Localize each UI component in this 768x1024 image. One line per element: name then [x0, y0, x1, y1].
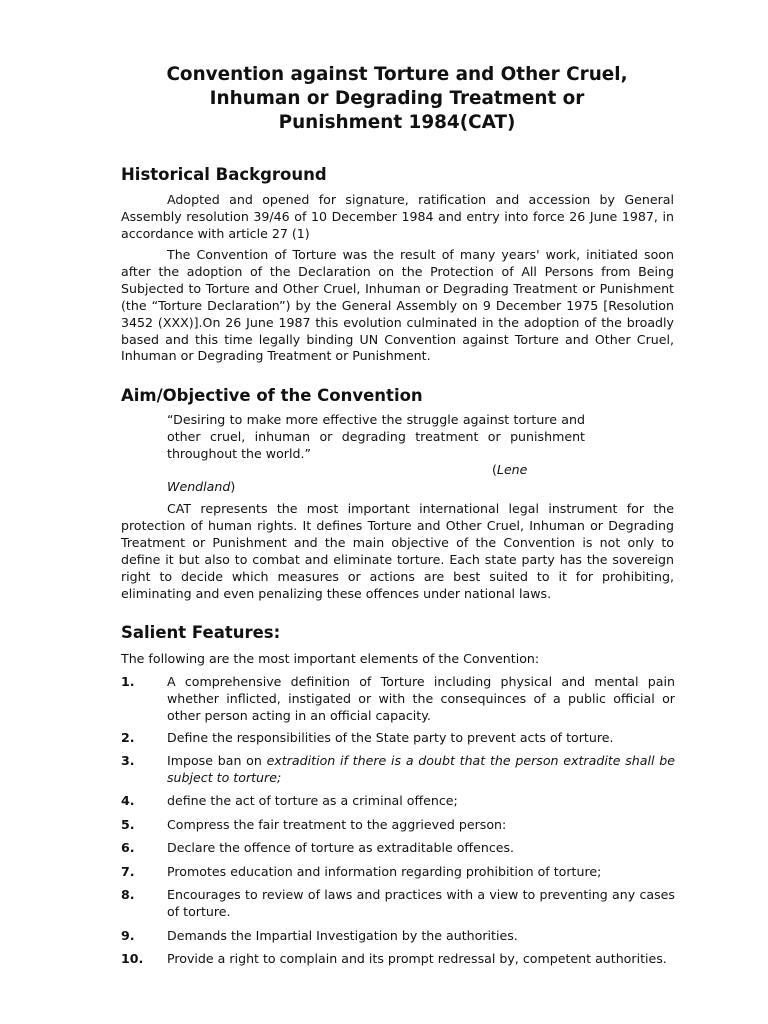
historical-paragraph-1: Adopted and opened for signature, ratification and accession by General Assembly resolution 39/46 of 10 December 1984 and entry into force 26 June 1987, in accordance with article 27 (1): [121, 192, 674, 241]
list-item-number: 4.: [121, 793, 135, 808]
list-item-text: define the act of torture as a criminal offence;: [167, 793, 458, 808]
attribution-name-first: Lene: [496, 462, 528, 477]
title-line: Convention against Torture and Other Cruel,: [166, 64, 628, 85]
list-item-text: Declare the offence of torture as extraditable offences.: [167, 840, 515, 855]
list-item-text-italic: extradition if there is a doubt that the person extradite shall be subject to torture;: [167, 753, 675, 785]
list-item-text: Encourages to review of laws and practices with a view to preventing any cases of torture.: [167, 887, 675, 919]
aim-paragraph: CAT represents the most important international legal instrument for the protection of human rights. It defines Torture and Other Cruel, Inhuman or Degrading Treatment or Punishment and the main objective of the Convention is not only to define it but also to combat and eliminate torture. Each state party has the sovereign right to decide which measures or actions are best suited to it for prohibiting, eliminating and even penalizing these offences under national laws.: [121, 501, 674, 601]
list-item-number: 7.: [121, 864, 135, 879]
list-item-text: Compress the fair treatment to the aggrieved person:: [167, 817, 507, 832]
document-title: [120, 63, 674, 135]
list-item-number: 8.: [121, 887, 135, 902]
list-item-number: 10.: [121, 951, 144, 966]
historical-background-heading: Historical Background: [121, 165, 327, 184]
list-item-number: 2.: [121, 730, 135, 745]
quote-attribution-first: [492, 462, 527, 479]
attribution-open-paren: (: [492, 462, 497, 477]
list-item-text: [167, 753, 675, 787]
title-line: Inhuman or Degrading Treatment or: [209, 88, 585, 109]
list-item-number: 9.: [121, 928, 135, 943]
list-item-text: A comprehensive definition of Torture including physical and mental pain whether inflicted, instigated or with the consequinces of a public official or other person acting in an official capacity.: [167, 674, 675, 723]
aim-quote: “Desiring to make more effective the struggle against torture and other cruel, inhuman or degrading treatment or punishment throughout the world.”: [167, 412, 585, 461]
list-item-number: 1.: [121, 674, 135, 689]
list-item-text-plain: Impose ban on: [167, 753, 267, 768]
list-item-text: Demands the Impartial Investigation by the authorities.: [167, 928, 518, 943]
list-item-text: Define the responsibilities of the State party to prevent acts of torture.: [167, 730, 614, 745]
aim-objective-heading: Aim/Objective of the Convention: [121, 386, 423, 405]
salient-features-heading: Salient Features:: [121, 623, 281, 642]
list-item-number: 3.: [121, 753, 135, 768]
quote-attribution-second: [167, 479, 235, 496]
attribution-close-paren: ): [230, 479, 236, 494]
salient-intro: The following are the most important elements of the Convention:: [121, 651, 540, 666]
list-item-number: 6.: [121, 840, 135, 855]
list-item-number: 5.: [121, 817, 135, 832]
attribution-name-second: Wendland: [167, 479, 231, 494]
list-item-text: Promotes education and information regarding prohibition of torture;: [167, 864, 602, 879]
title-line: Punishment 1984(CAT): [278, 112, 516, 133]
list-item-text: Provide a right to complain and its prompt redressal by, competent authorities.: [167, 951, 667, 966]
historical-paragraph-2: The Convention of Torture was the result of many years' work, initiated soon after the adoption of the Declaration on the Protection of All Persons from Being Subjected to Torture and Other Cruel, Inhuman or Degrading Treatment or Punishment (the “Torture Declaration”) by the General Assembly on 9 December 1975 [Resolution 3452 (XXX)].On 26 June 1987 this evolution culminated in the adoption of the broadly based and this time legally binding UN Convention against Torture and Other Cruel, Inhuman or Degrading Treatment or Punishment.: [121, 247, 674, 364]
